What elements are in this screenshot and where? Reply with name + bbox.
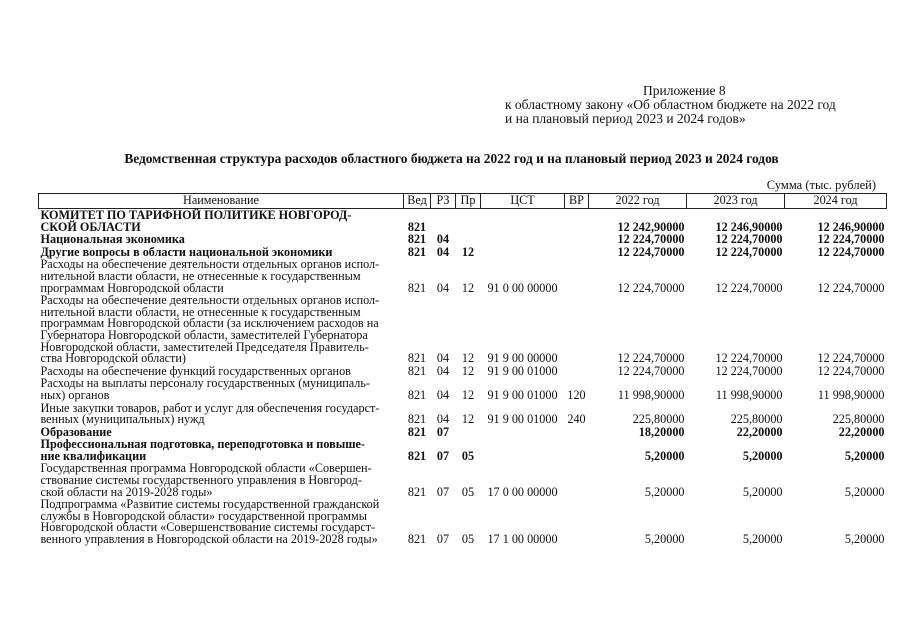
header-vr: ВР xyxy=(565,194,589,209)
row-2022: 12 224,70000 xyxy=(617,280,685,295)
row-rz: 04 xyxy=(436,387,450,402)
row-name: Расходы на обеспечение деятельности отдельных органов испол- нительной власти области, не отнесенные к государственным программам Новгородской области (за исключением расходов на Губернатора Новгородской области, заместителей Губернатора Новгородской области, заместителей Председателя Правитель- ства Новгородской области) xyxy=(40,293,380,366)
row-pr: 05 xyxy=(461,532,475,547)
row-2022: 5,20000 xyxy=(644,532,685,547)
row-rz: 04 xyxy=(436,412,450,427)
row-2024: 22,20000 xyxy=(838,424,885,439)
row-pr: 12 xyxy=(461,280,475,295)
row-2022: 12 224,70000 xyxy=(617,244,685,259)
row-2022: 5,20000 xyxy=(644,448,685,463)
table-row xyxy=(39,209,887,234)
row-2024: 5,20000 xyxy=(844,448,885,463)
table-row xyxy=(39,498,887,545)
row-ved: 821 xyxy=(407,424,427,439)
row-name: Государственная программа Новгородской области «Совершен- ствование системы государственного управления в Новгород- ской области на 2019-2028 годы» xyxy=(40,461,372,499)
table-row xyxy=(39,258,887,294)
row-cst xyxy=(481,438,565,462)
row-2023: 12 246,90000 xyxy=(715,219,783,234)
row-cst xyxy=(481,246,565,259)
row-vr: 240 xyxy=(567,412,586,427)
row-pr xyxy=(456,233,481,246)
row-rz xyxy=(431,209,456,234)
row-rz: 04 xyxy=(436,232,450,247)
row-pr: 12 xyxy=(461,363,475,378)
row-cst: 91 0 00 00000 xyxy=(487,280,558,295)
header-2024: 2024 год xyxy=(785,194,887,209)
row-rz: 04 xyxy=(436,363,450,378)
row-2023: 12 224,70000 xyxy=(715,280,783,295)
table-row xyxy=(39,233,887,246)
budget-table xyxy=(38,193,887,546)
row-ved: 821 xyxy=(407,351,427,366)
row-2022: 12 242,90000 xyxy=(617,219,685,234)
row-2023: 225,80000 xyxy=(730,412,783,427)
row-2023: 22,20000 xyxy=(736,424,783,439)
row-rz: 04 xyxy=(436,280,450,295)
row-2023: 11 998,90000 xyxy=(715,387,783,402)
units-label: Сумма (тыс. рублей) xyxy=(766,178,876,192)
row-vr xyxy=(565,365,589,378)
row-ved: 821 xyxy=(407,244,427,259)
row-2023: 5,20000 xyxy=(742,484,783,499)
row-ved: 821 xyxy=(407,448,427,463)
row-2022: 225,80000 xyxy=(632,412,685,427)
table-row xyxy=(39,462,887,498)
row-cst: 91 9 00 01000 xyxy=(487,387,558,402)
table-row xyxy=(39,402,887,426)
row-vr: 120 xyxy=(567,387,586,402)
row-2024: 12 224,70000 xyxy=(817,232,885,247)
row-2023: 12 224,70000 xyxy=(715,363,783,378)
row-ved: 821 xyxy=(407,412,427,427)
row-2023: 12 224,70000 xyxy=(715,244,783,259)
table-header-row xyxy=(39,194,887,209)
row-2024: 225,80000 xyxy=(832,412,885,427)
row-pr xyxy=(456,426,481,439)
row-ved: 821 xyxy=(407,484,427,499)
row-2022: 5,20000 xyxy=(644,484,685,499)
document-title: Ведомственная структура расходов областного бюджета на 2022 год и на плановый период 2023 и 2024 годов xyxy=(124,151,779,166)
row-rz: 07 xyxy=(436,484,450,499)
row-2022: 18,20000 xyxy=(638,424,685,439)
row-ved: 821 xyxy=(407,232,427,247)
row-cst: 17 1 00 00000 xyxy=(487,532,558,547)
table-row xyxy=(39,438,887,462)
row-name: Образование xyxy=(40,424,112,439)
row-2024: 12 224,70000 xyxy=(817,244,885,259)
row-2022: 11 998,90000 xyxy=(617,387,685,402)
row-2024: 12 224,70000 xyxy=(817,280,885,295)
row-name: Расходы на выплаты персоналу государственных (муниципаль- ных) органов xyxy=(40,376,370,402)
row-2024: 12 246,90000 xyxy=(817,219,885,234)
row-vr xyxy=(565,233,589,246)
row-vr xyxy=(565,426,589,439)
appendix-block xyxy=(505,84,836,126)
table-row xyxy=(39,377,887,401)
row-vr xyxy=(565,498,589,545)
row-2024: 5,20000 xyxy=(844,532,885,547)
row-vr xyxy=(565,438,589,462)
header-pr: Пр xyxy=(456,194,481,209)
row-2024: 12 224,70000 xyxy=(817,363,885,378)
row-rz: 07 xyxy=(436,448,450,463)
row-vr xyxy=(565,258,589,294)
header-rz: РЗ xyxy=(431,194,456,209)
row-vr xyxy=(565,462,589,498)
appendix-line-1: к областному закону «Об областном бюджете на 2022 год xyxy=(505,97,836,112)
row-name: Подпрограмма «Развитие системы государственной гражданской службы в Новгородской области» государственной программы Новгородской области «Совершенствование системы государст- венного управления в Новгородской области на 2019-2028 годы» xyxy=(40,497,380,547)
row-2022: 12 224,70000 xyxy=(617,351,685,366)
row-2023: 5,20000 xyxy=(742,532,783,547)
header-cst: ЦСТ xyxy=(481,194,565,209)
row-2022: 12 224,70000 xyxy=(617,232,685,247)
row-name: Другие вопросы в области национальной экономики xyxy=(40,244,333,259)
row-name: Расходы на обеспечение деятельности отдельных органов испол- нительной власти области, не отнесенные к государственным программам Новгородской области xyxy=(40,257,380,295)
row-ved: 821 xyxy=(407,387,427,402)
table-body xyxy=(39,209,887,546)
row-2024: 5,20000 xyxy=(844,484,885,499)
header-2023: 2023 год xyxy=(687,194,785,209)
row-rz: 04 xyxy=(436,351,450,366)
row-ved: 821 xyxy=(407,363,427,378)
row-cst xyxy=(481,426,565,439)
header-name: Наименование xyxy=(39,194,404,209)
row-2024: 12 224,70000 xyxy=(817,351,885,366)
row-2023: 12 224,70000 xyxy=(715,351,783,366)
row-name: Иные закупки товаров, работ и услуг для обеспечения государст- венных (муниципальных) нужд xyxy=(40,400,380,427)
row-pr xyxy=(456,209,481,234)
row-rz: 07 xyxy=(436,424,450,439)
header-2022: 2022 год xyxy=(589,194,687,209)
row-cst xyxy=(481,233,565,246)
row-name: Профессиональная подготовка, переподготовка и повыше- ние квалификации xyxy=(40,437,365,463)
row-pr: 12 xyxy=(461,412,475,427)
row-2023: 5,20000 xyxy=(742,448,783,463)
row-ved: 821 xyxy=(407,219,427,234)
row-ved: 821 xyxy=(407,532,427,547)
table-row xyxy=(39,294,887,365)
row-name: Расходы на обеспечение функций государственных органов xyxy=(40,363,351,378)
row-pr: 05 xyxy=(461,448,475,463)
appendix-line-2: и на плановый период 2023 и 2024 годов» xyxy=(505,111,746,126)
appendix-number: Приложение 8 xyxy=(643,83,726,98)
row-cst: 91 9 00 01000 xyxy=(487,412,558,427)
row-2024: 11 998,90000 xyxy=(817,387,885,402)
header-ved: Вед xyxy=(404,194,431,209)
row-pr: 05 xyxy=(461,484,475,499)
row-pr: 12 xyxy=(461,387,475,402)
row-pr: 12 xyxy=(461,244,475,259)
row-2023: 12 224,70000 xyxy=(715,232,783,247)
row-pr: 12 xyxy=(461,351,475,366)
row-vr xyxy=(565,294,589,365)
row-cst: 91 9 00 01000 xyxy=(487,363,558,378)
row-rz: 04 xyxy=(436,244,450,259)
row-vr xyxy=(565,246,589,259)
row-cst: 91 9 00 00000 xyxy=(487,351,558,366)
row-ved: 821 xyxy=(407,280,427,295)
row-cst xyxy=(481,209,565,234)
row-name: КОМИТЕТ ПО ТАРИФНОЙ ПОЛИТИКЕ НОВГОРОД- СКОЙ ОБЛАСТИ xyxy=(40,208,352,234)
row-2022: 12 224,70000 xyxy=(617,363,685,378)
row-vr xyxy=(565,209,589,234)
row-rz: 07 xyxy=(436,532,450,547)
row-cst: 17 0 00 00000 xyxy=(487,484,558,499)
row-name: Национальная экономика xyxy=(40,232,185,247)
